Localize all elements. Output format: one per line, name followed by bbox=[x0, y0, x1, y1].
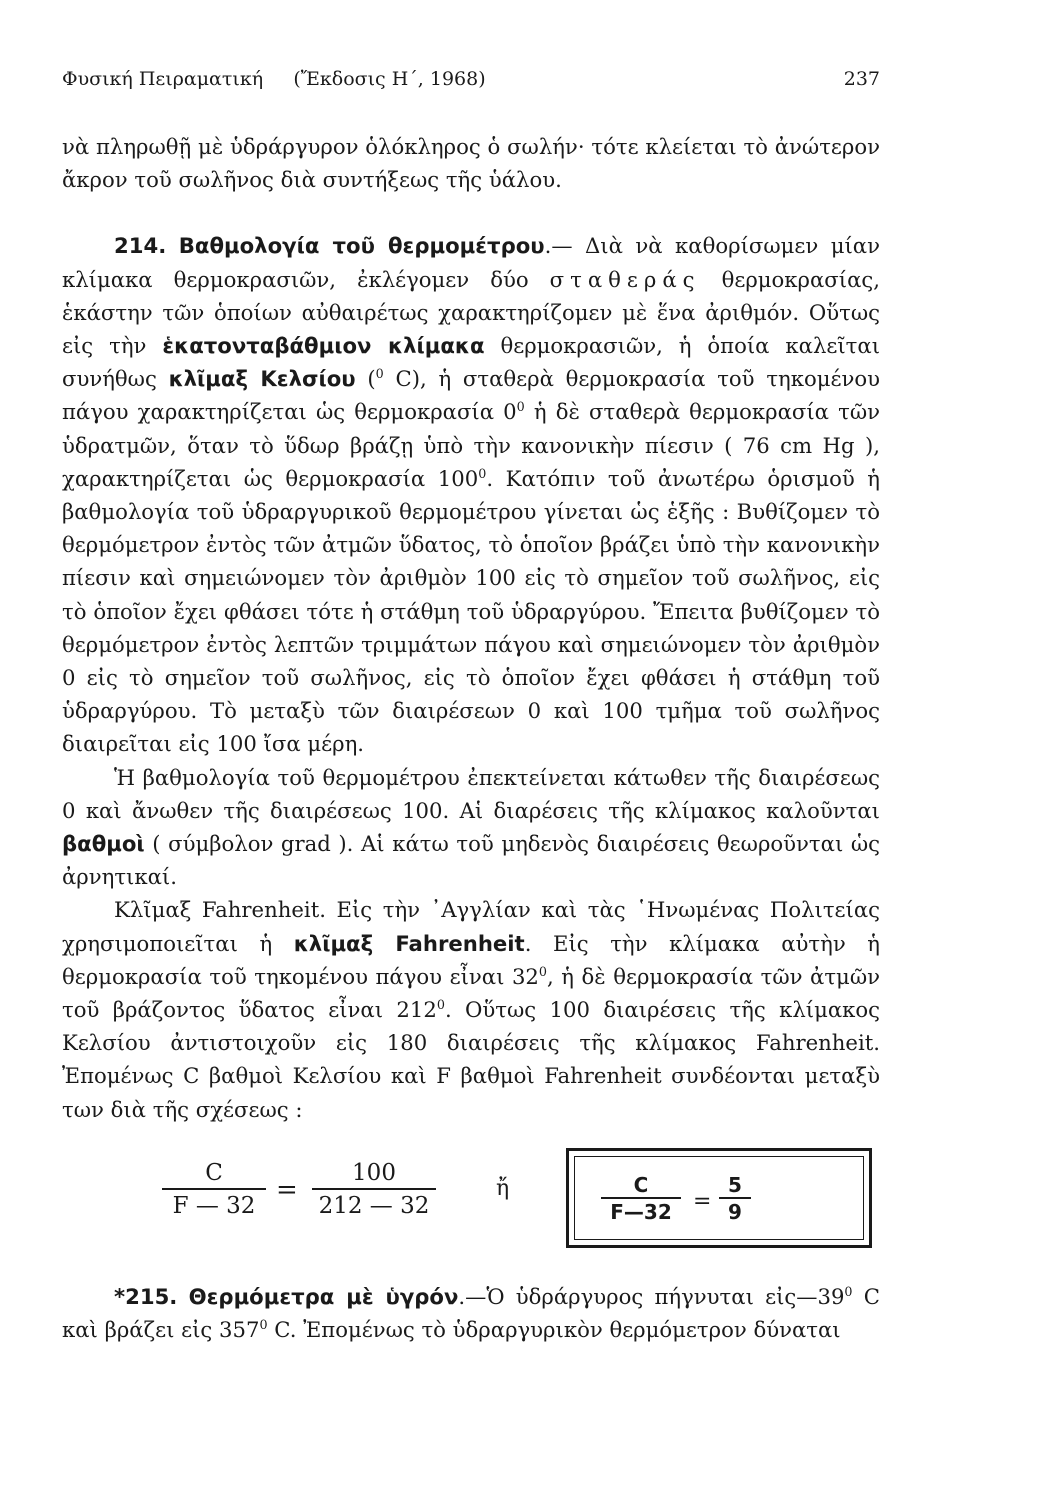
continuation-paragraph: νὰ πληρωθῇ μὲ ὑδράργυρον ὁλόκληρος ὁ σωλήν· τότε κλείεται τὸ ἀνώτερον ἄκρον τοῦ σωλῆνος διὰ συντήξεως τῆς ὑάλου. bbox=[62, 134, 880, 193]
degree-sign: 0 bbox=[844, 1283, 853, 1299]
degree-sign: 0 bbox=[538, 963, 547, 979]
degree-sign: 0 bbox=[259, 1317, 268, 1333]
text-run: . Κατόπιν τοῦ ἀνωτέρω ὁρισμοῦ ἡ βαθμολογία τοῦ ὑδραργυρικοῦ θερμομέτρου γίνεται ὡς ἑξῆς : Βυθίζομεν τὸ θερμόμετρον ἐντὸς τῶν ἀτμῶν ὕδατος, τὸ ὁποῖον βράζει ὑπὸ τὴν κανονικὴν πίεσιν καὶ σημειώνομεν τὸν ἀριθμὸν 100 εἰς τὸ σημεῖον τοῦ σωλῆνος, εἰς τὸ ὁποῖον ἔχει φθάσει τότε ἡ στάθμη τοῦ ὑδραργύρου. Ἔπειτα βυθίζομεν τὸ θερμόμετρον ἐντὸς λεπτῶν τριμμάτων πάγου καὶ σημειώνομεν τὸν ἀριθμὸν 0 εἰς τὸ σημεῖον τοῦ σωλῆνος, εἰς τὸ ὁποῖον ἔχει φθάσει ἡ στάθμη τοῦ ὑδραργύρου. Τὸ μεταξὺ τῶν διαιρέσεων 0 καὶ 100 τμῆμα τοῦ σωλῆνος διαιρεῖται εἰς 100 ἴσα μέρη. bbox=[62, 465, 880, 757]
section-215-paragraph bbox=[62, 1280, 880, 1346]
running-title: Φυσική Πειραματική bbox=[62, 68, 264, 90]
section-214-paragraph bbox=[62, 229, 880, 760]
numerator: C bbox=[633, 1172, 649, 1197]
fraction-c-over-f bbox=[162, 1158, 266, 1222]
text-run: ἡ δὲ σταθερὰ θερμοκρασία τῶν ὑδρατμῶν, ὅταν τὸ ὕδωρ βράζῃ ὑπὸ τὴν κανονικὴν πίεσιν ( 76 cm Hg ), χαρακτηρίζεται ὡς θερμοκρασία 100 bbox=[62, 399, 880, 491]
text-run: θερμοκρασίας, ἑκάστην τῶν ὁποίων αὐθαιρέτως χαρακτηρίζομεν μὲ ἕνα ἀριθμόν. Οὕτως εἰς τὴν bbox=[62, 266, 880, 359]
denominator: F—32 bbox=[610, 1199, 672, 1224]
numerator: C bbox=[205, 1159, 223, 1186]
denominator: 9 bbox=[728, 1199, 742, 1224]
section-title: Βαθμολογία τοῦ θερμομέτρου bbox=[178, 233, 545, 259]
text-run: ( σύμβολον grad ). Αἱ κάτω τοῦ μηδενὸς διαιρέσεις θεωροῦνται ὡς ἀρνητικαί. bbox=[62, 831, 880, 890]
text-run: Ἡ βαθμολογία τοῦ θερμομέτρου ἐπεκτείνεται κάτωθεν τῆς διαιρέσεως 0 καὶ ἄνωθεν τῆς διαιρέσεως 100. Αἱ διαρέσεις τῆς κλίμακος καλοῦνται bbox=[62, 764, 880, 823]
bold-term: βαθμοὶ bbox=[62, 831, 145, 857]
text-run: Κλῖμαξ Fahrenheit. Εἰς τὴν ᾿Αγγλίαν καὶ τὰς ῾Ηνωμένας Πολιτείας χρησιμοποιεῖται ἡ bbox=[62, 897, 880, 956]
fraction-100-over-180 bbox=[312, 1158, 436, 1222]
numerator: 100 bbox=[352, 1159, 396, 1186]
fahrenheit-paragraph bbox=[62, 893, 880, 1125]
edition-note: (Ἔκδοσις Η΄, 1968) bbox=[293, 68, 486, 90]
text-run: , ἡ δὲ θερμοκρασία τῶν ἀτμῶν τοῦ βράζοντος ὕδατος εἶναι 212 bbox=[62, 963, 880, 1023]
section-number: 214. bbox=[114, 233, 167, 259]
boxed-formula bbox=[566, 1148, 872, 1248]
degree-sign: 0 bbox=[375, 366, 384, 382]
page-body bbox=[62, 130, 880, 1346]
bold-term: κλῖμαξ Fahrenheit bbox=[293, 930, 525, 956]
spaced-word: σταθεράς bbox=[549, 266, 701, 292]
equals-sign: = bbox=[693, 1188, 712, 1214]
text-run: C. Ἐπομένως τὸ ὑδραργυρικὸν θερμόμετρον δύναται bbox=[267, 1317, 841, 1343]
conversion-formula bbox=[62, 1148, 880, 1258]
text-run: θερμοκρασιῶν, ἡ ὁποία καλεῖται συνήθως bbox=[62, 333, 881, 392]
text-run: C καὶ βράζει εἰς 357 bbox=[62, 1283, 880, 1343]
grading-extension-paragraph bbox=[62, 761, 880, 894]
bold-term: ἑκατονταβάθμιον κλίμακα bbox=[162, 333, 485, 359]
degree-sign: 0 bbox=[516, 399, 525, 415]
text-run: .— Διὰ νὰ καθορίσωμεν μίαν κλίμακα θερμοκρασιῶν, ἐκλέγομεν δύο bbox=[62, 233, 880, 292]
equals-sign: = bbox=[276, 1174, 298, 1205]
degree-sign: 0 bbox=[478, 465, 487, 481]
degree-sign: 0 bbox=[436, 997, 445, 1013]
or-word: ἤ bbox=[496, 1175, 510, 1201]
bold-term: κλῖμαξ Κελσίου bbox=[168, 366, 356, 392]
text-run: C), ἡ σταθερὰ θερμοκρασία τοῦ τηκομένου πάγου χαρακτηρίζεται ὡς θερμοκρασία 0 bbox=[62, 366, 880, 425]
text-run: . Εἰς τὴν κλίμακα αὐτὴν ἡ θερμοκρασία τοῦ τηκομένου πάγου εἶναι 32 bbox=[62, 930, 880, 989]
text-run: . Οὕτως 100 διαιρέσεις τῆς κλίμακος Κελσίου ἀντιστοιχοῦν εἰς 180 διαιρέσεις τῆς κλίμακος Fahrenheit. Ἐπομένως C βαθμοὶ Κελσίου καὶ F βαθμοὶ Fahrenheit συνδέονται μεταξὺ των διὰ τῆς σχέσεως : bbox=[62, 997, 881, 1122]
header-left bbox=[62, 66, 486, 92]
fraction-c-over-f-bold bbox=[601, 1173, 681, 1225]
fraction-5-over-9 bbox=[719, 1173, 751, 1225]
page-number: 237 bbox=[843, 68, 880, 90]
denominator: F — 32 bbox=[172, 1192, 256, 1219]
numerator: 5 bbox=[728, 1172, 742, 1197]
text-run: .—Ὁ ὑδράργυρος πήγνυται εἰς—39 bbox=[458, 1283, 845, 1309]
section-title: Θερμόμετρα μὲ ὑγρόν bbox=[188, 1283, 459, 1309]
denominator: 212 — 32 bbox=[318, 1192, 430, 1219]
text-run: ( bbox=[355, 366, 376, 392]
section-number: *215. bbox=[114, 1283, 178, 1309]
